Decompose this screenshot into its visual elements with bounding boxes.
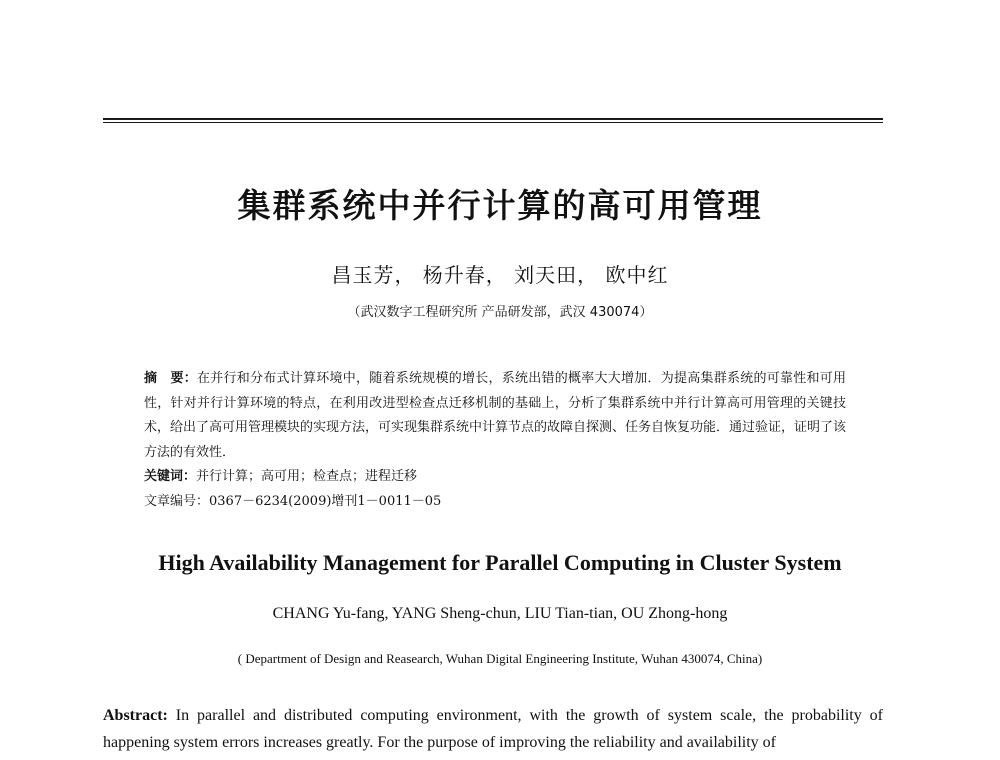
abstract-en-label: Abstract: bbox=[103, 707, 168, 724]
abstract-cn bbox=[144, 367, 846, 465]
top-rule-thin bbox=[103, 122, 883, 123]
article-number-label: 文章编号： bbox=[144, 493, 210, 509]
abstract-en bbox=[103, 702, 883, 756]
abstract-en-text: In parallel and distributed computing environment, with the growth of system scale, the probability of happening system errors increases greatly. For the purpose of improving the reliability and availability of bbox=[103, 707, 883, 751]
article-number-text: 0367－6234(2009)增刊1－0011－05 bbox=[209, 493, 442, 509]
affiliation-cn: （武汉数字工程研究所 产品研发部，武汉 430074） bbox=[347, 305, 653, 320]
authors-en: CHANG Yu-fang, YANG Sheng-chun, LIU Tian-tian, OU Zhong-hong bbox=[272, 605, 728, 622]
abstract-cn-text: 在并行和分布式计算环境中，随着系统规模的增长，系统出错的概率大大增加．为提高集群系统的可靠性和可用性，针对并行计算环境的特点，在利用改进型检查点迁移机制的基础上，分析了集群系统中并行计算高可用管理的关键技术，给出了高可用管理模块的实现方法，可实现集群系统中计算节点的故障自探测、任务自恢复功能．通过验证，证明了该方法的有效性． bbox=[144, 371, 847, 460]
abstract-cn-label: 摘 要： bbox=[144, 371, 197, 386]
article-number bbox=[144, 490, 846, 515]
affiliation-en: ( Department of Design and Reasearch, Wuhan Digital Engineering Institute, Wuhan 430074, China) bbox=[237, 651, 763, 666]
authors-cn: 昌玉芳， 杨升春， 刘天田， 欧中红 bbox=[331, 263, 669, 287]
keywords-cn-label: 关键词： bbox=[144, 469, 197, 484]
keywords-cn bbox=[144, 465, 846, 490]
paper-title-cn: 集群系统中并行计算的高可用管理 bbox=[237, 186, 763, 225]
paper-title-en: High Availability Management for Parallel Computing in Cluster System bbox=[158, 550, 842, 575]
abstract-cn-block bbox=[144, 367, 846, 514]
top-rule bbox=[103, 118, 883, 120]
keywords-cn-text: 并行计算；高可用；检查点；进程迁移 bbox=[196, 469, 418, 484]
